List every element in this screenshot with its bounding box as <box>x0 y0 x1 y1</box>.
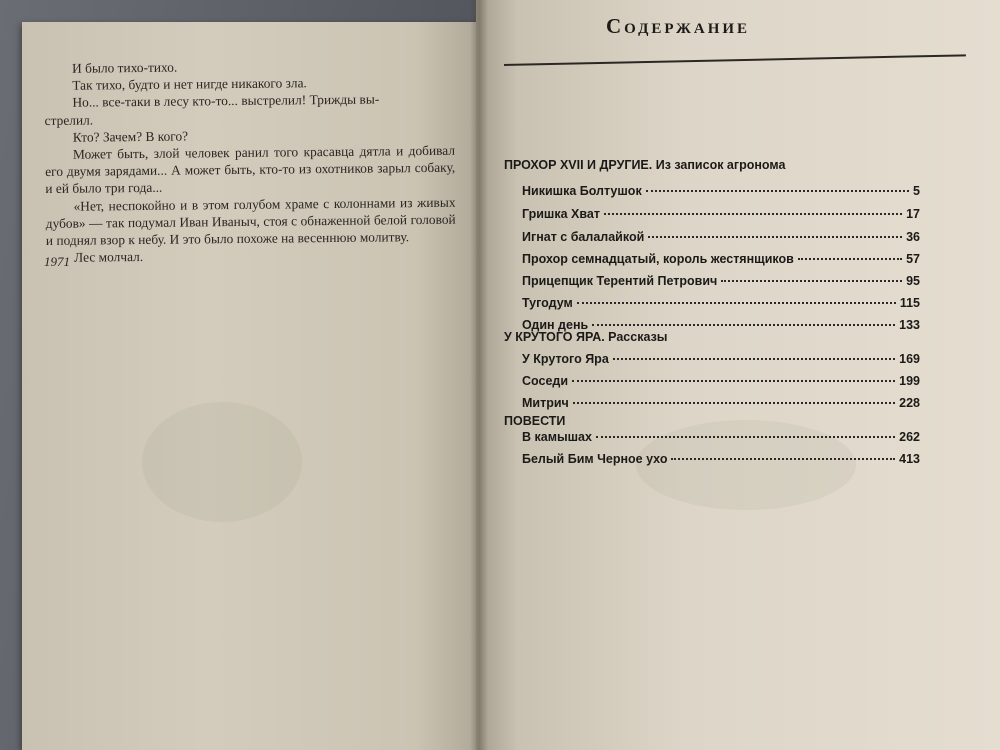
toc-entry <box>522 207 920 221</box>
toc-entry-page: 36 <box>906 230 920 244</box>
toc-entry <box>522 430 920 444</box>
paragraph: Кто? Зачем? В кого? <box>72 128 189 145</box>
leader-dots <box>798 258 902 260</box>
toc-entry <box>522 452 920 466</box>
toc-entry-title: Митрич <box>522 396 569 410</box>
toc-entry <box>522 396 920 410</box>
year-label: 1971 <box>44 254 70 269</box>
toc-entry-page: 5 <box>913 184 920 198</box>
leader-dots <box>592 324 895 326</box>
paragraph: Но... все-таки в лесу кто-то... выстрелил! Трижды вы- <box>72 91 380 111</box>
toc-entry-page: 228 <box>899 396 920 410</box>
leader-dots <box>648 236 902 238</box>
toc-entry <box>522 230 920 244</box>
toc-entry <box>522 184 920 198</box>
paragraph: «Нет, неспокойно и в этом голубом храме с колоннами из живых дубов» — так подумал Иван Иваныч, стоя с обнаженной белой головой и поднял взор к небу. И это было похоже на весеннюю молитву. <box>45 194 456 249</box>
leader-dots <box>577 302 896 304</box>
leader-dots <box>613 358 895 360</box>
toc-entry-page: 17 <box>906 207 920 221</box>
toc-entry-title: Белый Бим Черное ухо <box>522 452 668 466</box>
paragraph: Так тихо, будто и нет нигде никакого зла. <box>72 75 307 93</box>
toc-entry-title: Игнат с балалайкой <box>522 230 645 244</box>
toc-entry <box>522 252 920 266</box>
toc-entry <box>522 296 920 310</box>
leader-dots <box>572 380 895 382</box>
toc-entry-page: 95 <box>906 274 920 288</box>
toc-entry-title: Один день <box>522 318 589 332</box>
leader-dots <box>596 436 895 438</box>
toc-entry-page: 199 <box>899 374 920 388</box>
toc-entry-title: Гришка Хват <box>522 207 600 221</box>
paragraph: Может быть, злой человек ранил того красавца дятла и добивал его двумя зарядами... А может быть, кто-то из охотников зарыл собаку, и ей было три года... <box>45 142 456 197</box>
toc-entry-page: 413 <box>899 452 920 466</box>
toc-entry <box>522 274 920 288</box>
toc-entry-title: В камышах <box>522 430 592 444</box>
toc-entry-title: Прохор семнадцатый, король жестянщиков <box>522 252 794 266</box>
book-gutter <box>470 0 488 750</box>
toc-entry-page: 115 <box>899 296 920 310</box>
toc-entry-title: У Крутого Яра <box>522 352 609 366</box>
paragraph: И было тихо-тихо. <box>72 59 178 76</box>
leader-dots <box>721 280 902 282</box>
toc-entry <box>522 352 920 366</box>
toc-entry-title: Соседи <box>522 374 569 388</box>
leader-dots <box>604 213 902 215</box>
toc-entry-page: 169 <box>899 352 920 366</box>
toc-entry <box>522 374 920 388</box>
section-heading: ПОВЕСТИ <box>504 414 566 428</box>
toc-entry-title: Тугодум <box>522 296 573 310</box>
toc-entry-title: Прицепщик Терентий Петрович <box>522 274 718 288</box>
toc-entry-title: Никишка Болтушок <box>522 184 642 198</box>
left-page-text <box>44 56 456 267</box>
toc-entry-page: 57 <box>906 252 920 266</box>
toc-entry-page: 133 <box>899 318 920 332</box>
section-heading: У КРУТОГО ЯРА. Рассказы <box>504 330 668 344</box>
paragraph: стрелил. <box>44 112 94 128</box>
leader-dots <box>573 402 895 404</box>
toc-title: Содержание <box>606 14 751 38</box>
leader-dots <box>671 458 895 460</box>
leader-dots <box>646 190 909 192</box>
paper-stain <box>142 402 302 522</box>
paragraph: Лес молчал. <box>73 249 144 265</box>
section-heading: ПРОХОР XVII И ДРУГИЕ. Из записок агронома <box>504 158 786 172</box>
toc-entry-page: 262 <box>899 430 920 444</box>
